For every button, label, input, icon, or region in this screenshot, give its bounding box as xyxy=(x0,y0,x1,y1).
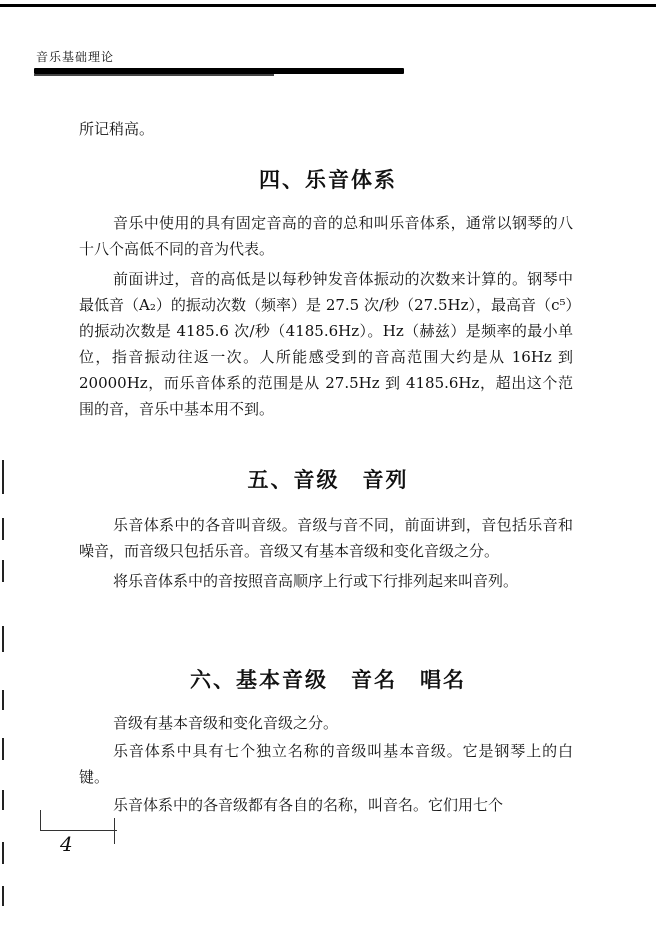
top-border-line xyxy=(0,4,656,7)
margin-mark xyxy=(2,518,4,540)
section-6-title: 六、基本音级 音名 唱名 xyxy=(190,668,466,692)
section-5-paragraph-1: 乐音体系中的各音叫音级。音级与音不同，前面讲到，音包括乐音和噪音，而音级只包括乐音。音级又有基本音级和变化音级之分。 xyxy=(79,516,573,560)
margin-mark xyxy=(2,886,4,906)
running-header: 音乐基础理论 xyxy=(36,50,115,64)
continuation-text xyxy=(79,116,573,142)
page-corner-bracket xyxy=(40,810,117,831)
margin-mark xyxy=(2,738,4,760)
margin-mark xyxy=(2,626,4,652)
section-6-body xyxy=(79,710,573,818)
header-rule-shadow xyxy=(34,74,274,76)
section-5-body xyxy=(79,512,573,594)
page-number: 4 xyxy=(60,832,73,856)
section-5-title: 五、音级 音列 xyxy=(247,468,409,492)
margin-mark xyxy=(2,842,4,864)
section-4-title: 四、乐音体系 xyxy=(259,168,397,192)
continuation-paragraph: 所记稍高。 xyxy=(79,120,155,138)
section-6-paragraph-1: 音级有基本音级和变化音级之分。 xyxy=(113,714,339,732)
section-4-paragraph-1: 音乐中使用的具有固定音高的音的总和叫乐音体系，通常以钢琴的八十八个高低不同的音为代表。 xyxy=(79,214,573,258)
section-4-body xyxy=(79,210,573,422)
section-6-paragraph-3: 乐音体系中的各音级都有各自的名称，叫音名。它们用七个 xyxy=(113,796,504,814)
section-5-paragraph-2: 将乐音体系中的音按照音高顺序上行或下行排列起来叫音列。 xyxy=(113,572,519,590)
section-6-paragraph-2: 乐音体系中具有七个独立名称的音级叫基本音级。它是钢琴上的白键。 xyxy=(79,742,573,786)
section-4-paragraph-2: 前面讲过，音的高低是以每秒钟发音体振动的次数来计算的。钢琴中最低音（A₂）的振动次数（频率）是 27.5 次/秒（27.5Hz），最高音（c⁵）的振动次数是 4185.6 次/秒（4185.6Hz）。Hz（赫兹）是频率的最小单位，指音振动往返一次。人所能感受到的音高范围大约是从 16Hz 到 20000Hz，而乐音体系的范围是从 27.5Hz 到 4185.6Hz，超出这个范围的音，音乐中基本用不到。 xyxy=(79,270,573,418)
margin-mark xyxy=(2,790,4,810)
margin-mark xyxy=(2,560,4,582)
page-corner-tick xyxy=(114,818,115,844)
